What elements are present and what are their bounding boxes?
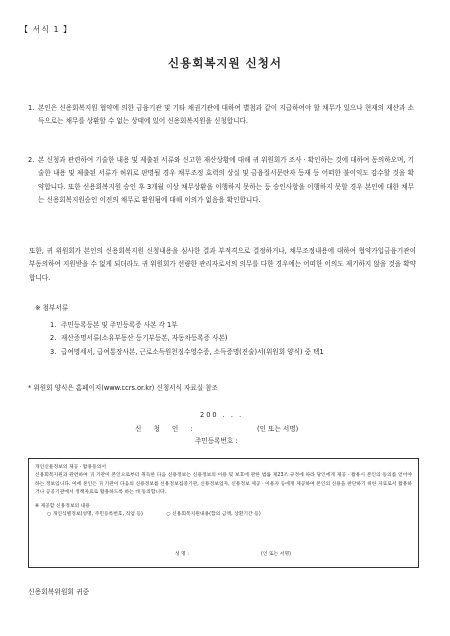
attachments-list bbox=[50, 319, 418, 359]
paragraph-3: 또한, 귀 위원회가 본인의 신용회복지원 신청내용을 심사한 결과 부적격으로 결정하거나, 채무조정내용에 대하여 협약가입금융기관이 부동의하여 지원받을 수 없게 되더라도 귀 위원회가 선량한 관리자로서의 의무를 다한 경우에는 어떠한 이의도 제기하지 않을 것을 확약합니다. bbox=[29, 247, 416, 282]
consent-item: ○ 개인식별정보(성명, 주민등록번호, 직업 등) bbox=[47, 512, 143, 518]
attachment-text: 주민등록등본 및 주민등록증 사본 각 1부 bbox=[61, 321, 178, 329]
attachment-item bbox=[50, 346, 418, 359]
consent-body: 신용회복지원과 관련하여 귀 기관이 본인으로부터 취득한 다음 신용정보는 신용정보의 이용 및 보호에 관한 법률 제23조 규정에 따라 당인에게 제공 · 활용시 본인의 동의를 얻어야 하는 정보입니다. 이에 본인은 귀 기관이 다음의 신용정보를 신용정보집중기관, 신용정보업자, 신용정보 제공 · 이용자 등에게 제공하여 본인의 신용을 판단하기 위한 자료로서 활용하거나 공공기관에서 정책자료로 활용하도록 하는 데 동의합니다. bbox=[35, 473, 412, 496]
form-note: * 위원회 양식은 홈페이지(www.ccrs.or.kr) 신청서식 자료실 참조 bbox=[28, 384, 218, 392]
attachment-number: 3. bbox=[50, 347, 57, 356]
consent-title: 개인신용정보의 제공 · 활용동의서 bbox=[35, 465, 106, 470]
consent-sign-mark: (인 또는 서명) bbox=[261, 552, 291, 557]
attachment-text: 급여명세서, 급여통장사본, 근로소득원천징수영수증, 소득증명(진술)서(위원회 양식) 중 택1 bbox=[61, 347, 324, 356]
paragraph-2-number: 2. bbox=[28, 156, 35, 164]
attachment-item bbox=[50, 332, 418, 345]
consent-signature-line bbox=[175, 551, 291, 559]
consent-item: ○ 신용회복지원내용(합의 금액, 상환기간 등) bbox=[166, 512, 261, 518]
paragraph-2 bbox=[28, 154, 414, 208]
id-number-label: 주민등록번호 : bbox=[195, 437, 238, 445]
page-title: 신용회복지원 신청서 bbox=[168, 56, 282, 70]
attachment-number: 1. bbox=[50, 321, 57, 329]
consent-items bbox=[35, 511, 412, 519]
form-number: 【 서식 1 】 bbox=[20, 25, 73, 34]
applicant-line bbox=[135, 423, 435, 433]
signature-label: (인 또는 서명) bbox=[257, 425, 299, 433]
attachment-number: 2. bbox=[50, 334, 57, 343]
consent-items-heading: ※ 제공할 신용정보의 내용 bbox=[35, 503, 90, 509]
applicant-label: 신 청 인 : bbox=[135, 425, 198, 433]
footer-recipient: 신용회복위원회 귀중 bbox=[28, 588, 90, 596]
paragraph-1-number: 1. bbox=[28, 104, 35, 112]
attachment-item bbox=[50, 319, 418, 332]
consent-name-label: 성 명 : bbox=[175, 552, 189, 557]
attachment-text: 재산증명서류(소유부동산 등기부등본, 자동차등록증 사본) bbox=[61, 334, 228, 343]
paragraph-2-text: 본 신청과 관련하여 기술한 내용 및 제출된 서류와 신고한 재산상황에 대해 귀 위원회가 조사 · 확인하는 것에 대하여 동의하오며, 기술한 내용 및 제출된 서류가 허위로 판명될 경우 채무조정 효력의 상실 및 금융질서문란자 등재 등 어떠한 불이익도 감수할 것을 확약합니다. 또한 신용회복지원 승인 후 3개월 이상 채무상환을 이행하지 못하는 등 승인사항을 이행하지 못할 경우 본인에 대한 채무는 신용회복지원승인 이전의 채무로 환원됨에 대해 이의가 없음을 확인합니다. bbox=[38, 156, 414, 205]
consent-box bbox=[28, 458, 419, 568]
date-line: 200 . . . bbox=[200, 411, 244, 419]
paragraph-1 bbox=[28, 102, 414, 129]
attachments-heading: ※ 첨부서류 bbox=[35, 304, 69, 312]
paragraph-1-text: 본인은 신용회복지원 협약에 의한 금융기관 및 기타 채권기관에 대하여 별첨과 같이 지급하여야 할 채무가 있으나 현재의 재산과 소득으로는 채무를 상환할 수 없는 상태에 있어 신용회복지원을 신청합니다. bbox=[38, 104, 414, 126]
